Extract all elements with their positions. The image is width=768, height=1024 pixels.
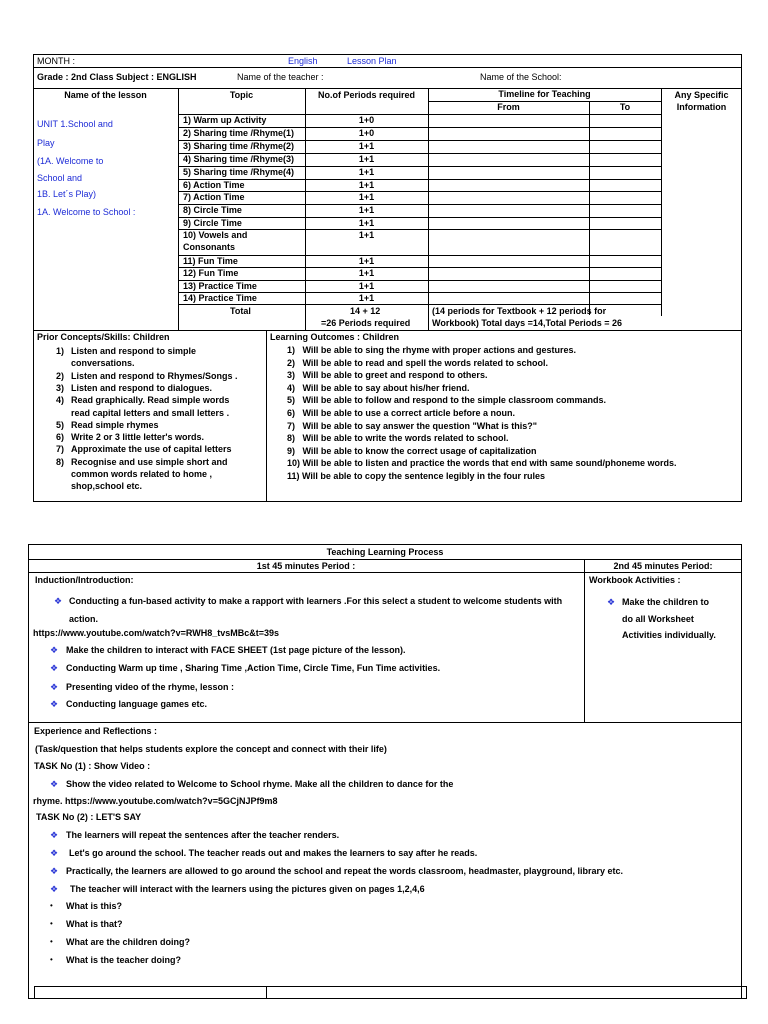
task-2-item: The teacher will interact with the learners using the pictures given on pages 1,2,4,6 [70, 884, 425, 894]
workbook-item: Activities individually. [622, 630, 716, 640]
month-label: MONTH : [37, 56, 75, 66]
teacher-label: Name of the teacher : [237, 72, 324, 82]
periods-cell: 1+1 [358, 167, 375, 177]
prior-item-number: 3) [56, 382, 65, 393]
lesson-name-line: (1A. Welcome to [37, 156, 104, 166]
outcome-item: 4) Will be able to say about his/her friend. [287, 382, 470, 393]
topic-cell: 14) Practice Time [183, 293, 257, 303]
outcome-item: 8) Will be able to write the words related to school. [287, 433, 509, 444]
column-specific-1: Any Specific [674, 90, 729, 100]
question-item: What is this? [66, 901, 122, 911]
prior-item-number: 4) [56, 395, 65, 406]
diamond-icon: ❖ [50, 848, 59, 858]
periods-cell: 1+1 [358, 141, 375, 151]
prior-item-number: 6) [56, 432, 65, 443]
diamond-icon: ❖ [50, 699, 59, 709]
task-2-item: The learners will repeat the sentences after the teacher renders. [66, 830, 340, 840]
task-2-item: Practically, the learners are allowed to go around the school and repeat the words classroom, headmaster, playground, library etc. [66, 866, 623, 876]
outcome-item: 3) Will be able to greet and respond to others. [287, 370, 488, 381]
task-1-text: Show the video related to Welcome to School rhyme. Make all the children to dance for the [66, 779, 454, 789]
second-period: 2nd 45 minutes Period: [613, 561, 713, 571]
workbook-item: Make the children to [622, 597, 710, 607]
column-to: To [619, 102, 631, 112]
topic-cell: Consonants [183, 242, 236, 252]
bullet-icon: • [50, 955, 53, 964]
topic-cell: 5) Sharing time /Rhyme(4) [183, 167, 295, 177]
process-title: Teaching Learning Process [326, 547, 444, 557]
workbook-heading: Workbook Activities : [589, 575, 681, 585]
question-item: What are the children doing? [66, 937, 191, 947]
column-timeline: Timeline for Teaching [498, 89, 591, 99]
diamond-icon: ❖ [50, 866, 59, 876]
induction-item: Conducting language games etc. [66, 699, 208, 709]
prior-item: Read simple rhymes [71, 419, 159, 430]
periods-cell: 1+1 [358, 218, 375, 228]
prior-item: Write 2 or 3 little letter's words. [71, 432, 205, 443]
periods-cell: 1+1 [358, 281, 375, 291]
outcome-item: 5) Will be able to follow and respond to the simple classroom commands. [287, 395, 606, 406]
task-2-heading: TASK No (2) : LET'S SAY [36, 812, 142, 822]
periods-cell: 1+1 [358, 154, 375, 164]
prior-item-number: 7) [56, 444, 65, 455]
question-item: What is that? [66, 919, 123, 929]
prior-item: Listen and respond to dialogues. [71, 382, 213, 393]
prior-item: read capital letters and small letters . [71, 407, 230, 418]
school-label: Name of the School: [480, 72, 562, 82]
first-period: 1st 45 minutes Period : [256, 561, 356, 571]
total-note: (14 periods for Textbook + 12 periods for [432, 306, 607, 316]
prior-item-number: 2) [56, 370, 65, 381]
total-label: Total [230, 306, 251, 316]
outcome-item: 2) Will be able to read and spell the words related to school. [287, 357, 548, 368]
experience-subheading: (Task/question that helps students explore the concept and connect with their life) [35, 744, 387, 754]
subject-title: English [288, 56, 318, 66]
grade-subject: Grade : 2nd Class Subject : ENGLISH [37, 72, 197, 82]
periods-cell: 1+1 [358, 180, 375, 190]
topic-cell: 2) Sharing time /Rhyme(1) [183, 128, 295, 138]
induction-item: Presenting video of the rhyme, lesson : [66, 682, 235, 692]
diamond-icon: ❖ [607, 597, 616, 607]
periods-cell: 1+1 [358, 192, 375, 202]
plan-title: Lesson Plan [347, 56, 397, 66]
periods-cell: 1+1 [358, 293, 375, 303]
diamond-icon: ❖ [50, 682, 59, 692]
task-1-link[interactable]: rhyme. https://www.youtube.com/watch?v=5GCjNJPf9m8 [33, 796, 278, 806]
periods-cell: 1+1 [358, 268, 375, 278]
prior-item-number: 1) [56, 346, 65, 356]
induction-item: Conducting Warm up time , Sharing Time ,Action Time, Circle Time, Fun Time activities. [66, 663, 441, 673]
workbook-item: do all Worksheet [622, 614, 694, 624]
prior-item: Listen and respond to simple [71, 346, 197, 356]
topic-cell: 4) Sharing time /Rhyme(3) [183, 154, 295, 164]
task-1-heading: TASK No (1) : Show Video : [34, 761, 151, 771]
prior-item-number: 8) [56, 456, 65, 467]
outcomes-heading: Learning Outcomes : Children [270, 332, 400, 342]
total-note: Workbook) Total days =14,Total Periods = 26 [432, 318, 623, 328]
topic-cell: 6) Action Time [183, 180, 245, 190]
total-value: 14 + 12 [350, 306, 381, 316]
bullet-icon: • [50, 901, 53, 910]
prior-item: Read graphically. Read simple words [71, 395, 230, 406]
periods-cell: 1+1 [358, 230, 375, 240]
prior-item: common words related to home , [71, 469, 213, 479]
prior-item: Approximate the use of capital letters [71, 444, 232, 455]
lesson-name-line: Play [37, 138, 55, 148]
bullet-icon: • [50, 919, 53, 928]
periods-cell: 1+1 [358, 205, 375, 215]
question-item: What is the teacher doing? [66, 955, 182, 965]
induction-heading: Induction/Introduction: [35, 575, 134, 585]
lesson-name-line: UNIT 1.School and [37, 119, 113, 129]
video-link[interactable]: https://www.youtube.com/watch?v=RWH8_tvsMBc&t=39s [33, 628, 280, 638]
topic-cell: 11) Fun Time [183, 256, 238, 266]
topic-cell: 8) Circle Time [183, 205, 242, 215]
lesson-name-line: 1B. Let´s Play) [37, 189, 97, 199]
topic-cell: 9) Circle Time [183, 218, 242, 228]
topic-cell: 10) Vowels and [183, 230, 248, 240]
outcome-item: 7) Will be able to say answer the question "What is this?" [287, 420, 537, 431]
prior-item: shop,school etc. [71, 481, 143, 492]
diamond-icon: ❖ [50, 830, 59, 840]
diamond-icon: ❖ [50, 645, 59, 655]
induction-item: action. [69, 614, 99, 624]
induction-item: Make the children to interact with FACE SHEET (1st page picture of the lesson). [66, 645, 406, 655]
prior-item-number: 5) [56, 419, 65, 430]
task-2-item: Let's go around the school. The teacher reads out and makes the learners to say after he reads. [69, 848, 478, 858]
outcome-item: 11) Will be able to copy the sentence legibly in the four rules [287, 471, 545, 481]
column-topic: Topic [229, 90, 254, 100]
diamond-icon: ❖ [54, 596, 63, 606]
periods-cell: 1+0 [358, 115, 375, 125]
outcome-item: 6) Will be able to use a correct article before a noun. [287, 408, 515, 418]
column-specific-2: Information [676, 102, 727, 112]
diamond-icon: ❖ [50, 779, 59, 789]
column-lesson: Name of the lesson [64, 90, 147, 100]
prior-item: Listen and respond to Rhymes/Songs . [71, 370, 238, 381]
prior-item: Recognise and use simple short and [71, 456, 228, 467]
column-from: From [497, 102, 520, 112]
topic-cell: 3) Sharing time /Rhyme(2) [183, 141, 295, 151]
periods-cell: 1+1 [358, 256, 375, 266]
induction-item: Conducting a fun-based activity to make a rapport with learners .For this select a student to welcome students with [69, 596, 563, 606]
topic-cell: 12) Fun Time [183, 268, 239, 278]
prior-item: conversations. [71, 358, 135, 369]
topic-cell: 13) Practice Time [183, 281, 257, 291]
column-periods: No.of Periods required [317, 90, 415, 100]
footer-row [34, 986, 747, 999]
experience-heading: Experience and Reflections : [34, 726, 158, 736]
prior-heading: Prior Concepts/Skills: Children [37, 332, 170, 342]
lesson-name-line: School and [37, 173, 83, 183]
outcome-item: 1) Will be able to sing the rhyme with proper actions and gestures. [287, 345, 576, 355]
topic-cell: 1) Warm up Activity [183, 115, 267, 125]
topic-cell: 7) Action Time [183, 192, 245, 202]
diamond-icon: ❖ [50, 884, 59, 894]
bullet-icon: • [50, 937, 53, 946]
outcome-item: 10) Will be able to listen and practice the words that end with same sound/phoneme words. [287, 458, 677, 469]
total-value: =26 Periods required [321, 318, 411, 328]
periods-cell: 1+0 [358, 128, 375, 138]
lesson-name-line: 1A. Welcome to School : [37, 207, 136, 217]
outcome-item: 9) Will be able to know the correct usage of capitalization [287, 445, 537, 456]
diamond-icon: ❖ [50, 663, 59, 673]
